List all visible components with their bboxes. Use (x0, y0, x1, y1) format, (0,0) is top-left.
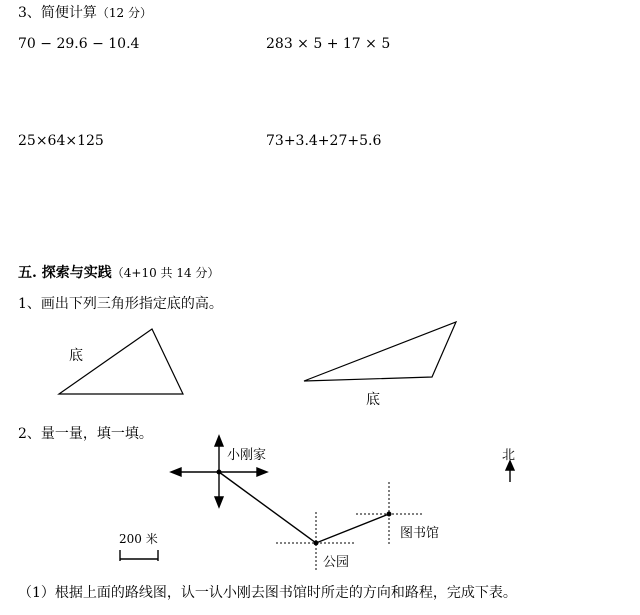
map-park-label: 公园 (323, 555, 350, 570)
home-point (217, 470, 222, 475)
section-5-score: （4+10 共 14 分） (111, 266, 220, 280)
map-home-label: 小刚家 (227, 448, 267, 463)
section-3-title: 3、简便计算 (18, 5, 97, 21)
problem-3: 25×64×125 (18, 133, 104, 149)
route-path (219, 472, 389, 543)
map-library-label: 图书馆 (400, 526, 440, 541)
section-5-title: 五. 探索与实践 (18, 265, 112, 281)
map-scale-label: 200 米 (119, 532, 158, 546)
scale-bar-icon (120, 550, 158, 561)
problem-1: 70 − 29.6 − 10.4 (18, 36, 140, 52)
north-arrow-icon (506, 461, 514, 482)
question-1: 1、画出下列三角形指定底的高。 (18, 296, 223, 312)
question-2: 2、量一量，填一填。 (18, 426, 153, 442)
question-2-sub-1: （1）根据上面的路线图，认一认小刚去图书馆时所走的方向和路程，完成下表。 (18, 585, 517, 601)
map-north-label: 北 (502, 448, 516, 463)
problem-2: 283 × 5 + 17 × 5 (266, 36, 391, 52)
base-label-1: 底 (69, 348, 83, 364)
section-3-score: （12 分） (96, 6, 153, 20)
triangle-2 (304, 322, 456, 381)
problem-4: 73+3.4+27+5.6 (266, 133, 382, 149)
base-label-2: 底 (366, 392, 380, 408)
